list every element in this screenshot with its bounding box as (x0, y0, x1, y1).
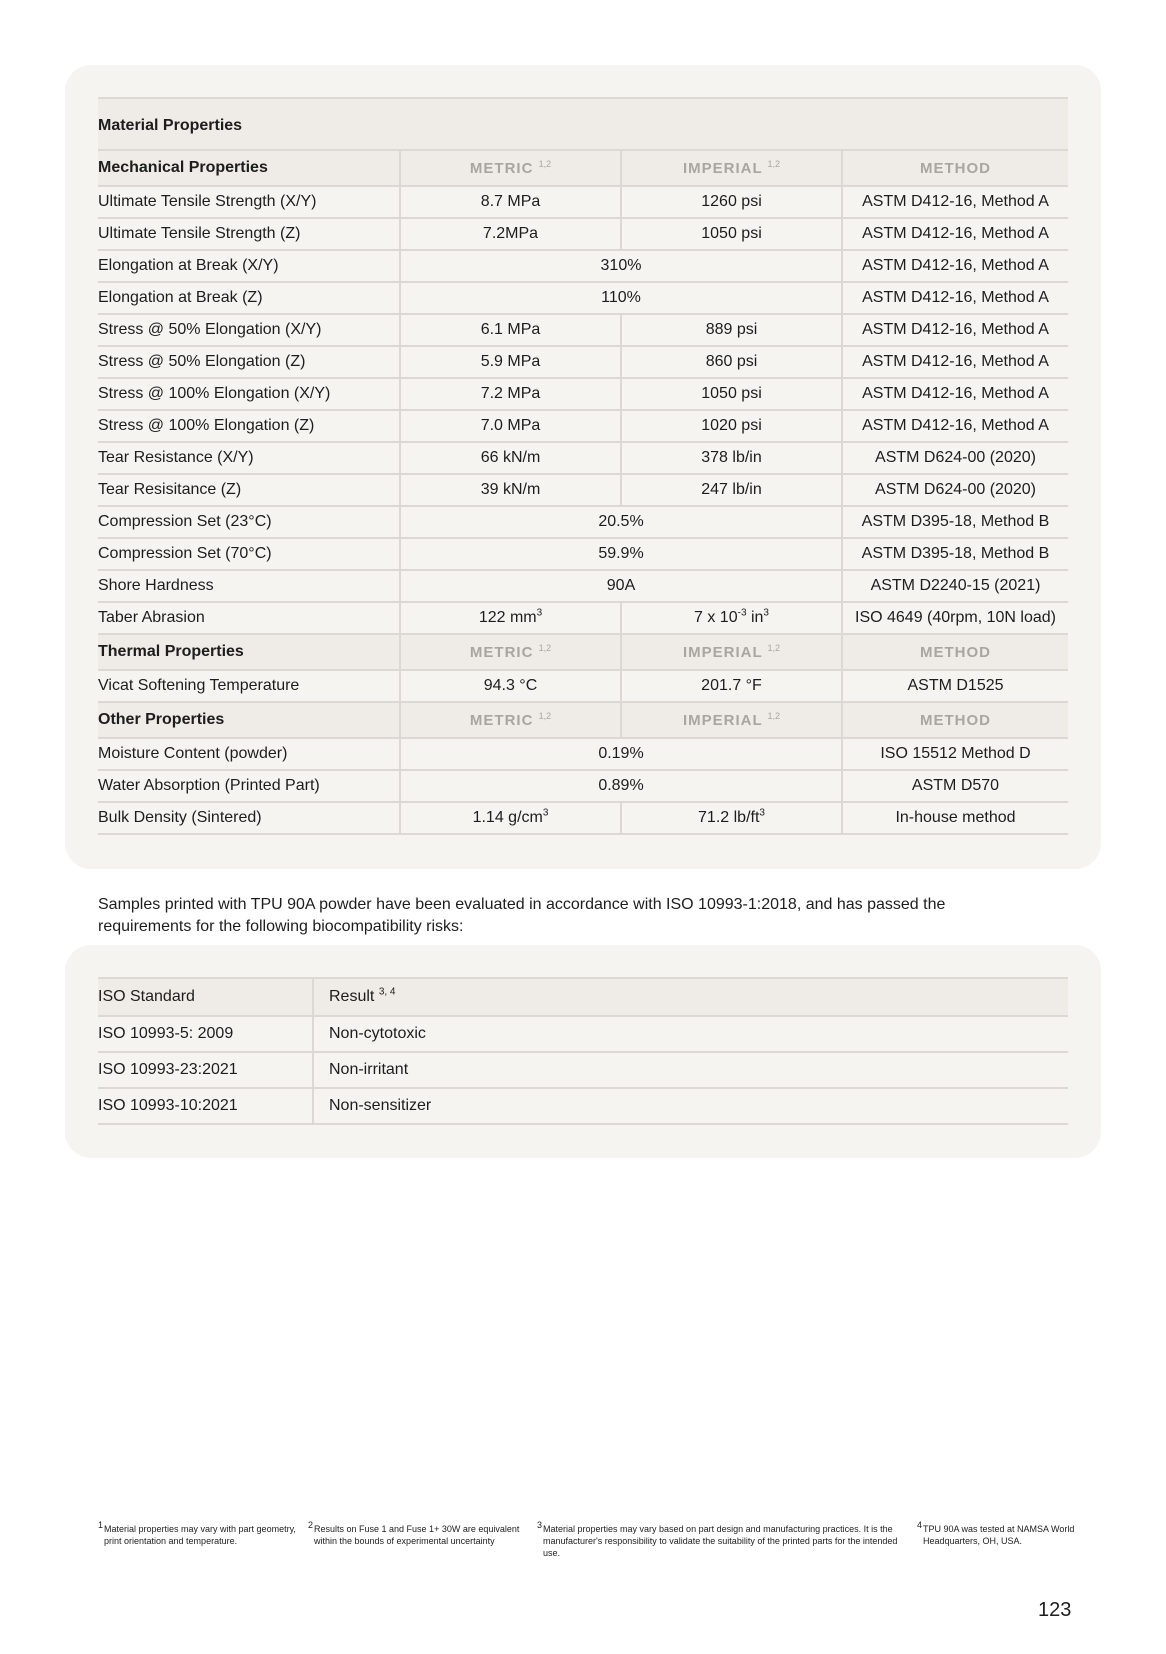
section-title: Other Properties (98, 702, 400, 738)
property-label: Water Absorption (Printed Part) (98, 770, 400, 802)
properties-card (65, 65, 1101, 869)
test-method: ASTM D1525 (842, 670, 1068, 702)
table-row (98, 670, 1068, 702)
table-row (98, 442, 1068, 474)
imperial-text: 201.7 °F (701, 677, 762, 694)
column-header-label: METHOD (920, 159, 991, 177)
column-header-footnote: 1,2 (538, 158, 552, 169)
biocompatibility-card (65, 945, 1101, 1158)
footnote-3 (537, 1520, 912, 1559)
test-method: ASTM D2240-15 (2021) (842, 570, 1068, 602)
column-header-label: IMPERIAL (682, 159, 763, 177)
metric-text: 7.0 MPa (480, 417, 541, 434)
imperial-value (621, 218, 842, 250)
test-method: ASTM D412-16, Method A (842, 314, 1068, 346)
footnote-4 (917, 1520, 1077, 1547)
section-header-row (98, 702, 1068, 738)
footnote-text: Material properties may vary based on part design and manufacturing practices. It is the manufacturer's responsibility to validate the suitability of the printed parts for the intended use. (543, 1524, 898, 1558)
imperial-text: 1260 psi (701, 193, 762, 210)
imperial-value (621, 474, 842, 506)
bio-result: Non-cytotoxic (313, 1016, 1068, 1052)
column-header-label: METHOD (920, 711, 991, 729)
footnote-text: Material properties may vary with part geometry, print orientation and temperature. (104, 1524, 296, 1546)
metric-superscript: 3 (542, 807, 549, 819)
property-label: Taber Abrasion (98, 602, 400, 634)
test-method: ASTM D412-16, Method A (842, 410, 1068, 442)
bio-result: Non-sensitizer (313, 1088, 1068, 1124)
table-row (98, 1052, 1068, 1088)
test-method: ISO 4649 (40rpm, 10N load) (842, 602, 1068, 634)
metric-text: 122 mm (478, 609, 537, 626)
column-header (621, 150, 842, 186)
table-title: Material Properties (98, 98, 1068, 150)
bio-header-row (98, 978, 1068, 1016)
imperial-value (621, 378, 842, 410)
property-value: 0.19% (400, 738, 842, 770)
footnote-number: 3 (537, 1520, 543, 1530)
property-label: Compression Set (70°C) (98, 538, 400, 570)
metric-text: 8.7 MPa (480, 193, 541, 210)
biocompatibility-table (98, 977, 1068, 1125)
table-row (98, 186, 1068, 218)
column-header-label: IMPERIAL (682, 711, 763, 729)
table-row (98, 282, 1068, 314)
property-value: 59.9% (400, 538, 842, 570)
bio-result: Non-irritant (313, 1052, 1068, 1088)
imperial-text: 1050 psi (701, 225, 762, 242)
page-number: 123 (1038, 1599, 1072, 1621)
column-header-label: METRIC (469, 711, 534, 729)
footnote-text: Results on Fuse 1 and Fuse 1+ 30W are equivalent within the bounds of experimental uncertainty (314, 1524, 520, 1546)
property-label: Elongation at Break (Z) (98, 282, 400, 314)
section-title: Mechanical Properties (98, 150, 400, 186)
column-header (842, 150, 1068, 186)
footnote-1 (98, 1520, 303, 1547)
property-label: Ultimate Tensile Strength (Z) (98, 218, 400, 250)
column-header-label: METHOD (920, 643, 991, 661)
metric-value (400, 314, 621, 346)
table-row (98, 346, 1068, 378)
metric-text: 39 kN/m (480, 481, 541, 498)
property-value: 110% (400, 282, 842, 314)
section-title: Thermal Properties (98, 634, 400, 670)
imperial-value (621, 442, 842, 474)
footnote-2 (308, 1520, 533, 1547)
metric-text: 94.3 °C (483, 677, 538, 694)
property-label: Stress @ 100% Elongation (X/Y) (98, 378, 400, 410)
test-method: ASTM D412-16, Method A (842, 346, 1068, 378)
table-row (98, 314, 1068, 346)
column-header-footnote: 1,2 (538, 642, 552, 653)
footnote-text: TPU 90A was tested at NAMSA World Headquarters, OH, USA. (923, 1524, 1075, 1546)
column-header (842, 634, 1068, 670)
table-row (98, 802, 1068, 834)
footnote-number: 4 (917, 1520, 923, 1530)
bio-standard: ISO 10993-10:2021 (98, 1088, 313, 1124)
column-header (400, 702, 621, 738)
property-label: Stress @ 50% Elongation (X/Y) (98, 314, 400, 346)
column-header (621, 634, 842, 670)
imperial-superscript: -3 (737, 607, 747, 619)
property-value: 310% (400, 250, 842, 282)
table-row (98, 378, 1068, 410)
table-row (98, 218, 1068, 250)
imperial-text: 378 lb/in (701, 449, 762, 466)
footnote-number: 1 (98, 1520, 104, 1530)
column-header-footnote: 1,2 (767, 710, 781, 721)
table-row (98, 770, 1068, 802)
column-header (621, 702, 842, 738)
metric-value (400, 346, 621, 378)
property-label: Ultimate Tensile Strength (X/Y) (98, 186, 400, 218)
property-label: Stress @ 50% Elongation (Z) (98, 346, 400, 378)
table-row (98, 1016, 1068, 1052)
metric-text: 7.2 MPa (480, 385, 541, 402)
table-row (98, 474, 1068, 506)
bio-header-result: Result $^{3, 4}$ (313, 978, 1068, 1016)
test-method: In-house method (842, 802, 1068, 834)
bio-standard: ISO 10993-5: 2009 (98, 1016, 313, 1052)
imperial-value (621, 802, 842, 834)
column-header-footnote: 1,2 (767, 158, 781, 169)
metric-text: 1.14 g/cm (472, 809, 543, 826)
imperial-value (621, 602, 842, 634)
test-method: ASTM D624-00 (2020) (842, 474, 1068, 506)
imperial-text: 247 lb/in (701, 481, 762, 498)
metric-value (400, 378, 621, 410)
test-method: ASTM D395-18, Method B (842, 506, 1068, 538)
bio-standard: ISO 10993-23:2021 (98, 1052, 313, 1088)
test-method: ASTM D395-18, Method B (842, 538, 1068, 570)
imperial-value (621, 346, 842, 378)
bio-header-standard: ISO Standard (98, 978, 313, 1016)
material-properties-table (98, 97, 1068, 835)
column-header-footnote: 1,2 (767, 642, 781, 653)
test-method: ASTM D412-16, Method A (842, 186, 1068, 218)
property-label: Bulk Density (Sintered) (98, 802, 400, 834)
test-method: ASTM D412-16, Method A (842, 250, 1068, 282)
imperial-text: 1020 psi (701, 417, 762, 434)
imperial-value (621, 314, 842, 346)
table-row (98, 570, 1068, 602)
property-label: Shore Hardness (98, 570, 400, 602)
metric-value (400, 802, 621, 834)
metric-value (400, 186, 621, 218)
property-value: 20.5% (400, 506, 842, 538)
metric-superscript: 3 (536, 607, 543, 619)
biocompatibility-intro: Samples printed with TPU 90A powder have been evaluated in accordance with ISO 10993-1:2018, and has passed the requirements for the following biocompatibility risks: (98, 896, 946, 935)
column-header-label: METRIC (469, 159, 534, 177)
section-header-row (98, 150, 1068, 186)
property-label: Stress @ 100% Elongation (Z) (98, 410, 400, 442)
column-header (400, 634, 621, 670)
test-method: ISO 15512 Method D (842, 738, 1068, 770)
table-row (98, 410, 1068, 442)
imperial-unit-superscript: 3 (763, 607, 769, 619)
metric-text: 7.2MPa (482, 225, 539, 242)
imperial-text: 7 x 10 (694, 609, 738, 626)
footnote-number: 2 (308, 1520, 314, 1530)
table-row (98, 250, 1068, 282)
metric-text: 66 kN/m (480, 449, 541, 466)
metric-value (400, 442, 621, 474)
property-label: Compression Set (23°C) (98, 506, 400, 538)
imperial-unit: in (746, 609, 764, 626)
table-row (98, 602, 1068, 634)
test-method: ASTM D412-16, Method A (842, 378, 1068, 410)
table-row (98, 538, 1068, 570)
test-method: ASTM D412-16, Method A (842, 218, 1068, 250)
table-row (98, 1088, 1068, 1124)
metric-text: 6.1 MPa (480, 321, 541, 338)
metric-text: 5.9 MPa (480, 353, 541, 370)
property-label: Elongation at Break (X/Y) (98, 250, 400, 282)
property-label: Vicat Softening Temperature (98, 670, 400, 702)
imperial-value (621, 670, 842, 702)
table-row (98, 506, 1068, 538)
property-value: 90A (400, 570, 842, 602)
column-header (400, 150, 621, 186)
imperial-text: 71.2 lb/ft (698, 809, 760, 826)
table-title-row (98, 98, 1068, 150)
imperial-superscript: 3 (759, 807, 765, 819)
imperial-value (621, 186, 842, 218)
test-method: ASTM D570 (842, 770, 1068, 802)
table-row (98, 738, 1068, 770)
property-value: 0.89% (400, 770, 842, 802)
metric-value (400, 474, 621, 506)
column-header-footnote: 1,2 (538, 710, 552, 721)
property-label: Tear Resistance (X/Y) (98, 442, 400, 474)
imperial-value (621, 410, 842, 442)
test-method: ASTM D412-16, Method A (842, 282, 1068, 314)
metric-value (400, 670, 621, 702)
metric-value (400, 602, 621, 634)
metric-value (400, 410, 621, 442)
imperial-text: 889 psi (705, 321, 758, 338)
imperial-text: 1050 psi (701, 385, 762, 402)
column-header-label: METRIC (469, 643, 534, 661)
column-header-label: IMPERIAL (682, 643, 763, 661)
property-label: Tear Resisitance (Z) (98, 474, 400, 506)
metric-value (400, 218, 621, 250)
imperial-text: 860 psi (705, 353, 758, 370)
test-method: ASTM D624-00 (2020) (842, 442, 1068, 474)
property-label: Moisture Content (powder) (98, 738, 400, 770)
section-header-row (98, 634, 1068, 670)
column-header (842, 702, 1068, 738)
